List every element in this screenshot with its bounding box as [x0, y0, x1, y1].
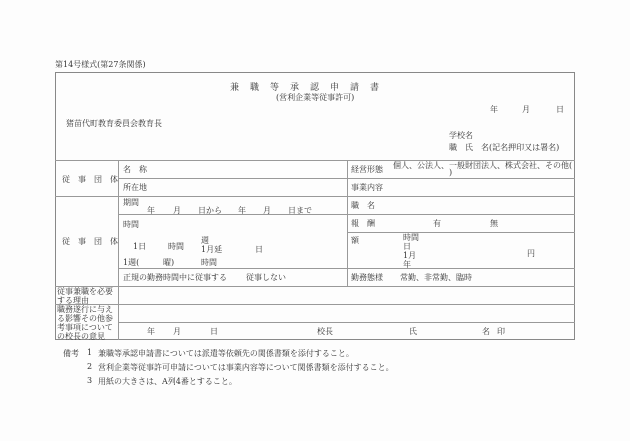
per-day-label: 1日 — [133, 242, 147, 251]
weekly-hours-label: 時間 — [201, 258, 217, 267]
form-subtitle: (営利企業等従事許可) — [276, 93, 355, 102]
amount-label: 額 — [351, 236, 359, 245]
org-name-label: 名 称 — [123, 165, 147, 174]
addressee: 猪苗代町教育委員会教育長 — [66, 119, 162, 128]
signer-label: 職 氏 名(記名押印又は署名) — [449, 143, 560, 152]
during-work-hours-option: 正規の勤務時間中に従事する — [123, 273, 227, 282]
position-label: 職 名 — [351, 201, 375, 210]
divider — [55, 286, 575, 287]
amount-unit-year: 年 — [403, 260, 411, 269]
period-label: 期間 — [123, 198, 139, 207]
reason-label: 従事兼職を必要する理由 — [57, 287, 113, 305]
yen-label: 円 — [527, 249, 535, 258]
week-label: 週 — [201, 236, 209, 245]
principal-surname-label: 氏 — [409, 327, 417, 336]
opinion-date-year: 年 — [147, 327, 155, 336]
amount-unit-hour: 時間 — [403, 233, 419, 242]
period-from-day: 日から — [198, 206, 222, 215]
engagement-section-label: 従事団体 — [62, 237, 126, 246]
date-month-label: 月 — [522, 105, 530, 114]
management-type-close: ) — [449, 168, 453, 177]
divider — [55, 304, 575, 305]
date-day-label: 日 — [556, 105, 564, 114]
pay-no-option: 無 — [490, 219, 498, 228]
management-type-options: 個人、公法人、一般財団法人、株式会社、その他( — [393, 161, 573, 170]
divider — [347, 232, 575, 233]
divider — [347, 160, 348, 286]
period-from-year: 年 — [147, 206, 155, 215]
month-total-label: 1月延 — [201, 245, 223, 254]
organization-section-label: 従事団体 — [62, 175, 126, 184]
pay-yes-option: 有 — [433, 219, 441, 228]
form-title: 兼職等承認申請書 — [230, 83, 391, 93]
divider — [118, 322, 575, 323]
note-number: 3 — [87, 376, 93, 385]
seal-label: 印 — [497, 327, 505, 336]
principal-name-label: 名 — [482, 327, 490, 336]
period-to-year: 年 — [238, 206, 246, 215]
work-type-label: 勤務態様 — [351, 273, 383, 282]
note-number: 2 — [87, 362, 93, 371]
period-from-month: 月 — [173, 206, 181, 215]
note-text: 兼職等承認申請書については派遣等依頼先の関係書類を添付すること。 — [98, 349, 354, 358]
business-content-label: 事業内容 — [351, 183, 383, 192]
principal-opinion-label: 職務遂行に与える影響その他参考事項についての校長の意見 — [57, 305, 113, 341]
pay-label: 報 酬 — [351, 219, 375, 228]
note-number: 1 — [87, 348, 93, 357]
work-type-options: 常勤、非常勤、臨時 — [400, 273, 472, 282]
amount-unit-day: 日 — [403, 242, 411, 251]
principal-label: 校長 — [317, 327, 333, 336]
per-week-label: 1週( — [123, 258, 140, 267]
org-address-label: 所在地 — [123, 183, 147, 192]
divider — [118, 160, 119, 340]
days-label: 日 — [255, 245, 263, 254]
school-name-label: 学校名 — [449, 131, 473, 140]
weekday-label: 曜) — [163, 258, 175, 267]
hours-label: 時間 — [168, 242, 184, 251]
period-to-month: 月 — [263, 206, 271, 215]
period-to-day: 日まで — [288, 206, 312, 215]
opinion-date-day: 日 — [210, 327, 218, 336]
time-label: 時間 — [123, 220, 139, 229]
amount-unit-month: 1月 — [403, 251, 417, 260]
not-during-work-hours-option: 従事しない — [246, 273, 286, 282]
form-code: 第14号様式(第27条関係) — [55, 60, 146, 69]
management-type-label: 経営形態 — [351, 165, 383, 174]
opinion-date-month: 月 — [173, 327, 181, 336]
notes-heading: 備考 — [63, 349, 79, 358]
note-text: 営利企業等従事許可申請については事業内容等について関係書類を添付すること。 — [98, 363, 394, 372]
note-text: 用紙の大きさは、A列4番とすること。 — [98, 377, 237, 386]
date-year-label: 年 — [490, 105, 498, 114]
